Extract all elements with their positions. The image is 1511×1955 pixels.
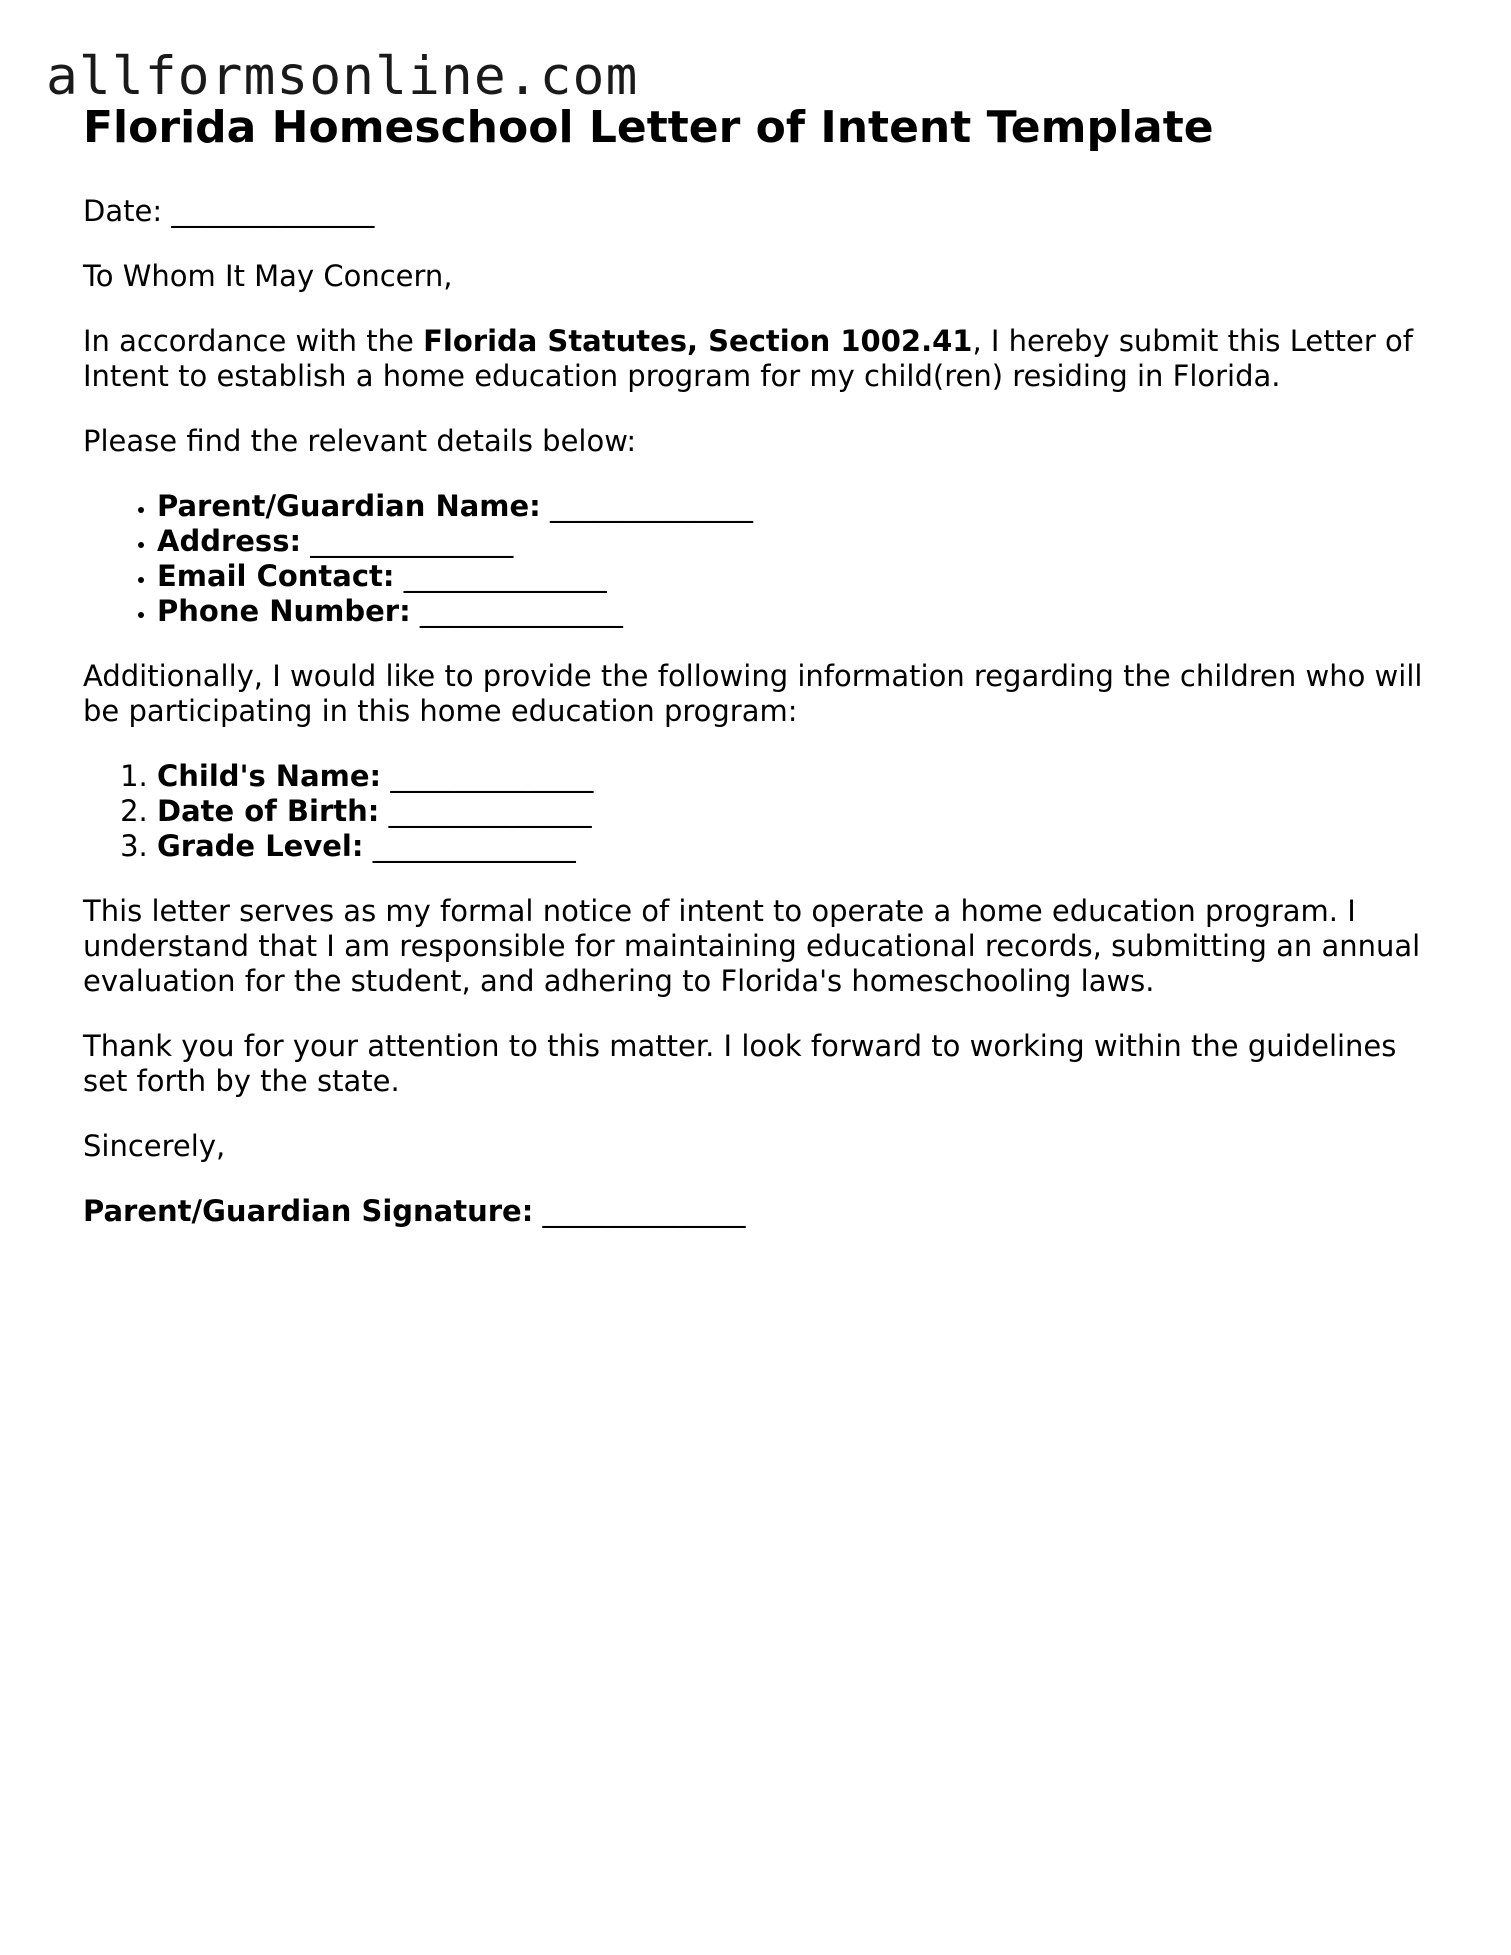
statute-reference: Florida Statutes, Section 1002.41 [423,324,973,358]
field-label: Email Contact: [157,559,395,593]
list-item-parent-name [157,489,1433,524]
list-item-child-name [157,759,1433,794]
intro-paragraph [83,324,1433,394]
document-title: Florida Homeschool Letter of Intent Template [83,102,1214,153]
field-label: Address: [157,524,302,558]
intro-after: , I hereby submit this Letter of Intent to establish a home education program for my child(ren) residing in Florida. [83,324,1413,393]
details-intro: Please find the relevant details below: [83,424,637,458]
list-item-grade-level [157,829,1433,864]
intro-before: In accordance with the [83,324,424,358]
list-item-address [157,524,1433,559]
notice-paragraph: This letter serves as my formal notice of intent to operate a home education program. I understand that I am responsible for maintaining educational records, submitting an annual evaluation for the student, and adhering to Florida's homeschooling laws. [83,894,1421,998]
date-blank[interactable]: ______________ [171,194,375,228]
watermark: allformsonline.com [46,46,639,107]
field-blank[interactable]: ______________ [310,524,514,558]
field-blank[interactable]: ______________ [419,594,623,628]
signature-blank[interactable]: ______________ [542,1194,746,1228]
field-label: Phone Number: [157,594,411,628]
list-item-email [157,559,1433,594]
closing: Sincerely, [83,1129,226,1163]
field-blank[interactable]: ______________ [550,489,753,523]
field-label: Parent/Guardian Name: [157,489,541,523]
letter-document [83,100,1433,1259]
field-label: Date of Birth: [157,794,380,828]
salutation: To Whom It May Concern, [83,259,453,293]
field-blank[interactable]: ______________ [372,829,576,863]
thanks-paragraph: Thank you for your attention to this matter. I look forward to working within the guidelines set forth by the state. [83,1029,1397,1098]
field-label: Grade Level: [157,829,364,863]
date-label: Date: [83,194,163,228]
list-item-phone [157,594,1433,629]
child-details-list [83,759,1433,864]
signature-label: Parent/Guardian Signature: [83,1194,534,1228]
signature-line [83,1194,1433,1229]
field-blank[interactable]: ______________ [403,559,607,593]
field-blank[interactable]: ______________ [390,759,594,793]
date-line [83,194,1433,229]
list-item-date-of-birth [157,794,1433,829]
field-label: Child's Name: [157,759,382,793]
children-intro: Additionally, I would like to provide the following information regarding the children who will be participating in this home education program: [83,659,1423,728]
parent-details-list [83,489,1433,629]
field-blank[interactable]: ______________ [388,794,592,828]
